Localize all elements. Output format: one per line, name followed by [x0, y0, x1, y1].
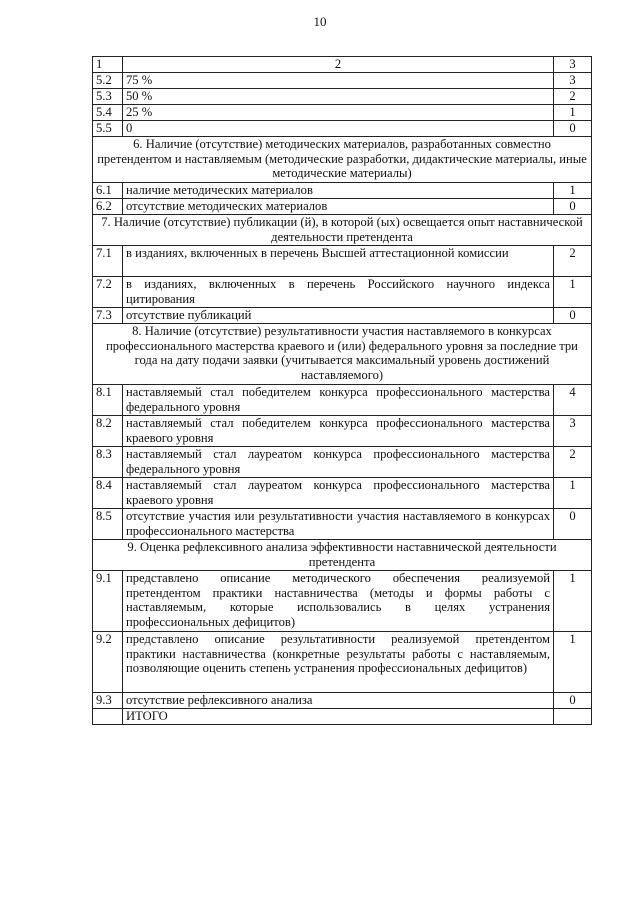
table-row: [93, 199, 592, 215]
section-row: [93, 540, 592, 571]
section-row: [93, 215, 592, 246]
item-number: 5.2: [93, 73, 123, 89]
table-row: [93, 277, 592, 308]
item-text: наставляемый стал лауреатом конкурса профессионального мастерства федерального уровня: [123, 447, 554, 478]
table-row: [93, 571, 592, 632]
item-score: 2: [554, 246, 592, 277]
section-heading: 6. Наличие (отсутствие) методических материалов, разработанных совместно претендентом и наставляемым (методические разработки, дидактические материалы, иные методические материалы): [93, 137, 592, 183]
item-score: 1: [554, 632, 592, 693]
item-score: 0: [554, 509, 592, 540]
item-text: представлено описание результативности реализуемой претендентом практики наставничества (конкретные результаты работы с наставляемым, позволяющие оценить степень устранения профессиональных дефицитов): [123, 632, 554, 693]
item-text: в изданиях, включенных в перечень Высшей аттестационной комиссии: [123, 246, 554, 277]
item-text: отсутствие публикаций: [123, 308, 554, 324]
table-row: [93, 73, 592, 89]
page-number: 10: [313, 14, 327, 29]
item-number: 8.4: [93, 478, 123, 509]
item-text: 25 %: [123, 105, 554, 121]
table-row: [93, 121, 592, 137]
total-number: [93, 709, 123, 725]
item-text: 50 %: [123, 89, 554, 105]
item-number: 8.5: [93, 509, 123, 540]
table-row: [93, 509, 592, 540]
item-text: наставляемый стал победителем конкурса профессионального мастерства краевого уровня: [123, 416, 554, 447]
section-row: [93, 137, 592, 183]
item-number: 9.2: [93, 632, 123, 693]
table-row: [93, 385, 592, 416]
total-row: [93, 709, 592, 725]
item-score: 3: [554, 416, 592, 447]
item-number: 7.1: [93, 246, 123, 277]
table-row: [93, 105, 592, 121]
table-row: [93, 246, 592, 277]
table-row: [93, 693, 592, 709]
item-text: отсутствие рефлексивного анализа: [123, 693, 554, 709]
table-row: [93, 308, 592, 324]
table-header-row: [93, 57, 592, 73]
item-text: представлено описание методического обеспечения реализуемой претендентом практики наставничества (методы и формы работы с наставляемым, которые использовались в целях устранения профессиональных дефицитов): [123, 571, 554, 632]
item-number: 7.3: [93, 308, 123, 324]
item-text: наставляемый стал лауреатом конкурса профессионального мастерства краевого уровня: [123, 478, 554, 509]
item-score: 3: [554, 73, 592, 89]
item-number: 8.1: [93, 385, 123, 416]
item-score: 0: [554, 199, 592, 215]
item-score: 0: [554, 693, 592, 709]
item-score: 1: [554, 277, 592, 308]
total-label: ИТОГО: [123, 709, 554, 725]
item-score: 1: [554, 571, 592, 632]
table-row: [93, 478, 592, 509]
section-row: [93, 324, 592, 385]
item-number: 5.4: [93, 105, 123, 121]
item-score: 4: [554, 385, 592, 416]
table-row: [93, 89, 592, 105]
item-number: 9.3: [93, 693, 123, 709]
item-number: 9.1: [93, 571, 123, 632]
item-text: 75 %: [123, 73, 554, 89]
item-text: наличие методических материалов: [123, 183, 554, 199]
item-text: отсутствие методических материалов: [123, 199, 554, 215]
section-heading: 7. Наличие (отсутствие) публикации (й), в которой (ых) освещается опыт наставнической деятельности претендента: [93, 215, 592, 246]
item-number: 5.3: [93, 89, 123, 105]
item-number: 8.2: [93, 416, 123, 447]
section-heading: 9. Оценка рефлексивного анализа эффективности наставнической деятельности претендента: [93, 540, 592, 571]
scoring-table: [92, 56, 592, 725]
item-number: 5.5: [93, 121, 123, 137]
item-score: 1: [554, 478, 592, 509]
column-number-3: 3: [554, 57, 592, 73]
table-row: [93, 183, 592, 199]
item-text: наставляемый стал победителем конкурса профессионального мастерства федерального уровня: [123, 385, 554, 416]
section-heading: 8. Наличие (отсутствие) результативности участия наставляемого в конкурсах профессионального мастерства краевого и (или) федерального уровня за последние три года на дату подачи заявки (учитывается максимальный уровень достижений наставляемого): [93, 324, 592, 385]
item-score: 1: [554, 105, 592, 121]
item-number: 6.2: [93, 199, 123, 215]
table-row: [93, 447, 592, 478]
column-number-1: 1: [93, 57, 123, 73]
item-text: отсутствие участия или результативности участия наставляемого в конкурсах профессионального мастерства: [123, 509, 554, 540]
item-score: 2: [554, 89, 592, 105]
item-text: 0: [123, 121, 554, 137]
item-text: в изданиях, включенных в перечень Российского научного индекса цитирования: [123, 277, 554, 308]
item-score: 0: [554, 121, 592, 137]
item-number: 8.3: [93, 447, 123, 478]
item-score: 0: [554, 308, 592, 324]
item-number: 6.1: [93, 183, 123, 199]
item-number: 7.2: [93, 277, 123, 308]
column-number-2: 2: [123, 57, 554, 73]
item-score: 1: [554, 183, 592, 199]
table-row: [93, 632, 592, 693]
total-score: [554, 709, 592, 725]
table-row: [93, 416, 592, 447]
item-score: 2: [554, 447, 592, 478]
